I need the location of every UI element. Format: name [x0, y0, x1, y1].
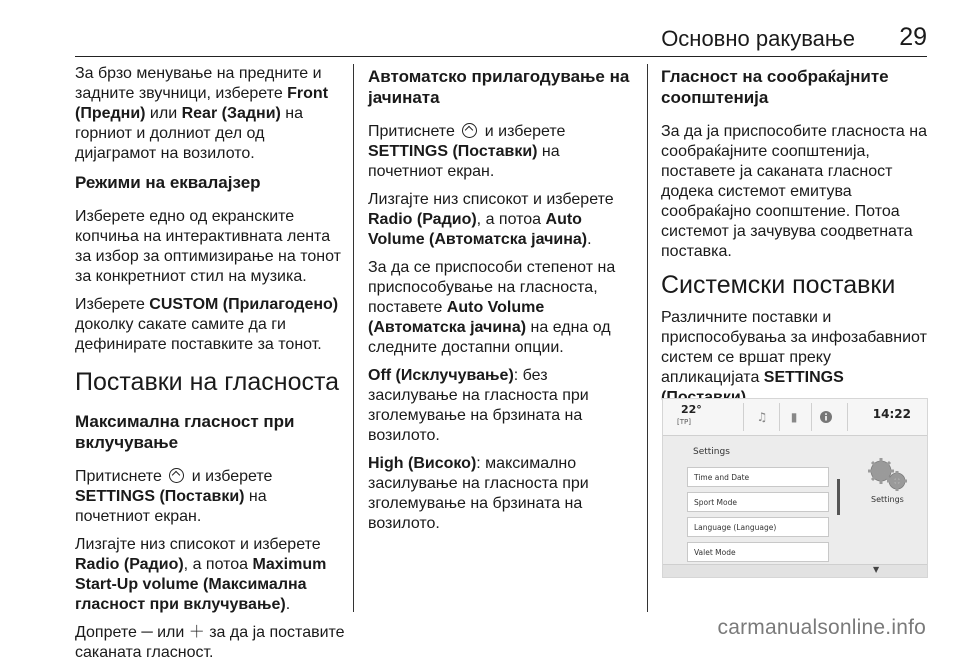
paragraph: High (Високо): максимално засилување на гласноста при зголемување на брзината на возилото.	[368, 455, 589, 532]
music-note-icon: ♫	[756, 410, 768, 424]
column-divider	[353, 64, 354, 612]
screen-status-bar	[663, 399, 927, 436]
chevron-down-icon: ▼	[873, 565, 880, 574]
list-item: Sport Mode	[687, 492, 829, 512]
phone-icon: ▮	[790, 410, 798, 424]
column-divider	[647, 64, 648, 612]
gears-icon	[863, 455, 911, 495]
header-title: Основно ракување	[661, 26, 855, 51]
tp-indicator: [TP]	[677, 418, 691, 426]
paragraph: Лизгајте низ списокот и изберете Radio (Радио), а потоа Auto Volume (Автоматска јачина).	[368, 191, 614, 248]
clock: 14:22	[872, 407, 911, 421]
divider	[847, 403, 848, 431]
heading-volume-settings: Поставки на гласноста	[75, 368, 340, 396]
paragraph: За да ја приспособите гласноста на сообраќајните соопштенија, поставете ја саканата гласност додека системот емитува сообраќајно соопштение. Потоа системот ја зачувува соодветната поставка.	[661, 123, 927, 260]
temperature: 22°	[681, 403, 702, 416]
heading-max-startup-volume: Максимална гласност при вклучување	[75, 412, 295, 452]
home-icon	[169, 468, 184, 483]
heading-system-settings: Системски поставки	[661, 271, 896, 299]
paragraph: Различните поставки и приспособувања за инфозабавниот систем се вршат преку апликацијата SETTINGS	[661, 309, 927, 386]
heading-traffic-volume: Гласност на сообраќајните соопштенија	[661, 67, 889, 107]
watermark: carmanualsonline.info	[717, 616, 926, 639]
info-icon	[815, 407, 837, 427]
gear-label: Settings	[871, 495, 904, 504]
settings-list	[687, 467, 829, 567]
paragraph: Лизгајте низ списокот и изберете Radio (Радио), а потоа Maximum Start-Up volume (Максимална гласност при вклучување).	[75, 536, 327, 613]
column-2	[368, 64, 638, 542]
paragraph: Притиснете и изберете SETTINGS (Поставки) на почетниот екран.	[368, 123, 566, 180]
paragraph: За да се приспособи степенот на приспособување на гласноста, поставете Auto Volume (Автоматска јачина) на една од следните достапни опции.	[368, 259, 616, 356]
paragraph: Off (Исклучување): без засилување на гласноста при зголемување на брзината на возилото.	[368, 367, 589, 444]
column-1	[75, 64, 345, 671]
paragraph: Изберете CUSTOM (Прилагодено) доколку сакате самите да ги дефинирате поставките за тонот.	[75, 296, 339, 353]
page-number: 29	[899, 23, 927, 51]
screen-title: Settings	[693, 447, 730, 457]
list-item: Language (Language)	[687, 517, 829, 537]
heading-auto-volume: Автоматско прилагодување на јачината	[368, 67, 630, 107]
paragraph: За брзо менување на предните и задните звучници, изберете Front (Предни) или Rear (Задни) на горниот и долниот дел од дијаграмот на возилото.	[75, 65, 329, 162]
scrollbar	[837, 479, 840, 515]
paragraph: Допрете ─ или ＋ за да ја поставите саканата гласност.	[75, 624, 345, 661]
list-item: Valet Mode	[687, 542, 829, 562]
column-3	[661, 64, 931, 416]
divider	[743, 403, 744, 431]
screen-bottom-bar	[663, 564, 927, 577]
divider	[811, 403, 812, 431]
paragraph: Притиснете и изберете SETTINGS (Поставки) на почетниот екран.	[75, 468, 273, 525]
paragraph: Изберете едно од екранските копчиња на интерактивната лента за избор за оптимизирање на тонот за конкретниот стил на музика.	[75, 208, 341, 285]
home-icon	[462, 123, 477, 138]
list-item: Time and Date	[687, 467, 829, 487]
page-header	[75, 22, 927, 57]
divider	[779, 403, 780, 431]
heading-equalizer: Режими на еквалајзер	[75, 173, 261, 192]
settings-screen-image	[662, 398, 928, 578]
